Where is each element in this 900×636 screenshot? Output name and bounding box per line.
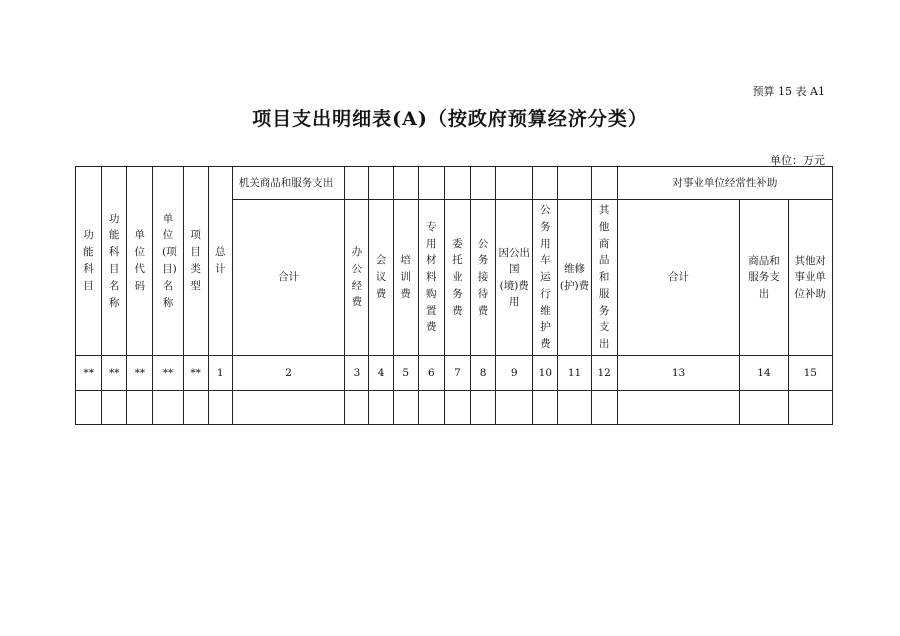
table-cell[interactable] <box>345 391 369 425</box>
table-cell[interactable] <box>788 391 832 425</box>
col-goods-line-3: 出 <box>758 287 770 300</box>
data-row-empty <box>76 391 833 425</box>
index-cell: ** <box>102 356 127 391</box>
table-cell[interactable] <box>369 391 393 425</box>
col-entrusted-expense: 委托业务费 <box>444 200 470 356</box>
table-cell[interactable] <box>533 391 558 425</box>
page-title: 项目支出明细表(A)（按政府预算经济分类） <box>252 108 648 130</box>
col-materials-expense: 专用材料购置费 <box>418 200 444 356</box>
expenditure-table <box>75 166 833 425</box>
blank-cell <box>533 167 558 200</box>
table-cell[interactable] <box>102 391 127 425</box>
index-cell: 14 <box>740 356 788 391</box>
index-cell: 4 <box>369 356 393 391</box>
col-vehicle-expense: 公务用车运行维护费 <box>533 200 558 356</box>
col-unit-project-name: 单位(项目)名称 <box>153 167 183 356</box>
col-goods-services-spending <box>740 200 788 356</box>
col-abroad-line-1: 因公出国 <box>498 246 530 276</box>
index-row <box>76 356 833 391</box>
blank-cell <box>369 167 393 200</box>
index-cell: ** <box>127 356 153 391</box>
col-other-goods-services: 其他商品和服务支出 <box>591 200 617 356</box>
index-cell: 3 <box>345 356 369 391</box>
blank-cell <box>558 167 591 200</box>
col-meeting-expense: 会议费 <box>369 200 393 356</box>
col-total: 总计 <box>208 167 232 356</box>
col-unit-code: 单位代码 <box>127 167 153 356</box>
table-cell[interactable] <box>153 391 183 425</box>
table-cell[interactable] <box>740 391 788 425</box>
col-repair-line-2: (护)费 <box>559 279 590 292</box>
header-row-1 <box>76 167 833 200</box>
blank-cell <box>470 167 495 200</box>
index-cell: 11 <box>558 356 591 391</box>
col-g2-subtotal: 合计 <box>617 200 740 356</box>
index-cell: 13 <box>617 356 740 391</box>
index-cell: 1 <box>208 356 232 391</box>
table-cell[interactable] <box>444 391 470 425</box>
index-cell: 2 <box>232 356 345 391</box>
blank-cell <box>345 167 369 200</box>
col-other-line-2: 事业单 <box>794 271 827 284</box>
col-abroad-line-2: (境)费用 <box>499 279 529 308</box>
unit-label: 单位：万元 <box>770 154 825 167</box>
table-cell[interactable] <box>76 391 102 425</box>
table-cell[interactable] <box>617 391 740 425</box>
col-training-expense: 培训费 <box>393 200 418 356</box>
blank-cell <box>418 167 444 200</box>
table-cell[interactable] <box>393 391 418 425</box>
index-cell: ** <box>76 356 102 391</box>
group-institution-subsidy: 对事业单位经常性补助 <box>617 167 832 200</box>
col-goods-line-2: 服务支 <box>748 271 780 284</box>
col-repair-expense <box>558 200 591 356</box>
table-cell[interactable] <box>183 391 208 425</box>
table-cell[interactable] <box>418 391 444 425</box>
col-func-subject-name: 功能科目名称 <box>102 167 127 356</box>
table-cell[interactable] <box>232 391 345 425</box>
col-other-institution-subsidy <box>788 200 832 356</box>
index-cell: 5 <box>393 356 418 391</box>
col-g1-subtotal: 合计 <box>232 200 345 356</box>
col-abroad-expense <box>496 200 533 356</box>
blank-cell <box>496 167 533 200</box>
blank-cell <box>591 167 617 200</box>
blank-cell <box>444 167 470 200</box>
index-cell: ** <box>153 356 183 391</box>
table-cell[interactable] <box>127 391 153 425</box>
col-reception-expense: 公务接待费 <box>470 200 495 356</box>
index-cell: 6 <box>418 356 444 391</box>
table-cell[interactable] <box>591 391 617 425</box>
col-project-type: 项目类型 <box>183 167 208 356</box>
index-cell: 15 <box>788 356 832 391</box>
table-cell[interactable] <box>558 391 591 425</box>
table-cell[interactable] <box>208 391 232 425</box>
index-cell: 10 <box>533 356 558 391</box>
table-cell[interactable] <box>496 391 533 425</box>
col-goods-line-1: 商品和 <box>748 255 780 268</box>
group-goods-services: 机关商品和服务支出 <box>232 167 345 200</box>
col-other-line-3: 位补助 <box>794 287 827 300</box>
index-cell: ** <box>183 356 208 391</box>
col-other-line-1: 其他对 <box>794 255 827 268</box>
col-repair-line-1: 维修 <box>564 263 585 276</box>
blank-cell <box>393 167 418 200</box>
index-cell: 12 <box>591 356 617 391</box>
index-cell: 8 <box>470 356 495 391</box>
col-func-subject: 功能科目 <box>76 167 102 356</box>
col-office-expense: 办公经费 <box>345 200 369 356</box>
table-code: 预算 15 表 A1 <box>752 85 825 98</box>
index-cell: 9 <box>496 356 533 391</box>
table-cell[interactable] <box>470 391 495 425</box>
index-cell: 7 <box>444 356 470 391</box>
